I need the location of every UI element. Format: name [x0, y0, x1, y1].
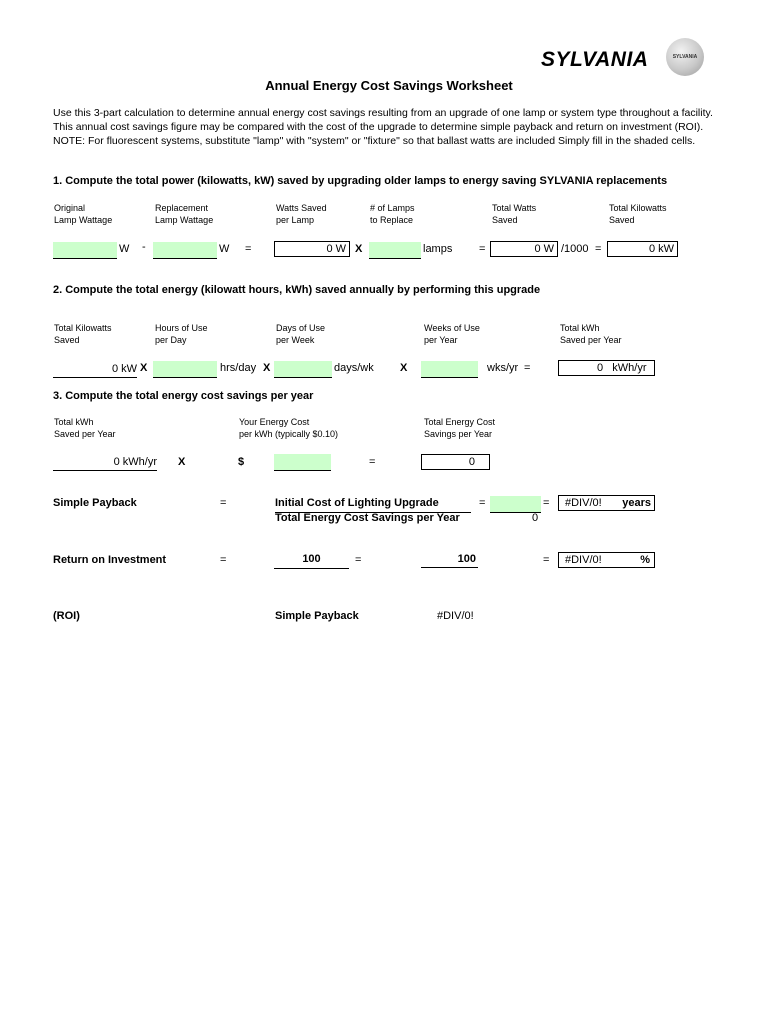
footer-payback-value: #DIV/0!	[437, 610, 474, 622]
upgrade-cost-input[interactable]	[490, 496, 541, 513]
equals-sign: =	[220, 497, 227, 509]
bulb-logo-text: SYLVANIA	[672, 54, 698, 60]
total-watts-cell: 0 W	[490, 241, 558, 257]
label-total-watts: Total Watts Saved	[492, 203, 537, 225]
label-watts-saved: Watts Saved per Lamp	[276, 203, 327, 225]
payback-numerator-label: Initial Cost of Lighting Upgrade	[275, 497, 471, 513]
multiply-sign: X	[178, 456, 186, 468]
label-total-kwh-saved: Total kWh Saved per Year	[54, 417, 116, 439]
unit-w-replacement: W	[219, 243, 230, 255]
total-kw-cell: 0 kW	[607, 241, 678, 257]
energy-cost-input[interactable]	[274, 454, 331, 471]
kwh-saved-value: 0 kWh/yr	[53, 454, 157, 471]
equals-sign: =	[479, 497, 486, 509]
unit-w-original: W	[119, 243, 130, 255]
percent-unit: %	[640, 554, 650, 566]
simple-payback-label: Simple Payback	[53, 497, 137, 509]
section2-heading: 2. Compute the total energy (kilowatt hours, kWh) saved annually by performing this upgrade	[53, 284, 541, 296]
years-unit: years	[622, 497, 651, 509]
payback-denominator-value: 0	[532, 512, 539, 524]
total-kwh-value: 0	[597, 362, 604, 374]
multiply-sign: X	[355, 243, 363, 255]
footer-payback-label: Simple Payback	[275, 610, 359, 622]
label-total-kw: Total Kilowatts Saved	[609, 203, 667, 225]
payback-result-value: #DIV/0!	[565, 497, 602, 509]
equals-sign: =	[524, 362, 531, 374]
minus-sign: -	[142, 241, 146, 253]
label-hours-of-use: Hours of Use per Day	[155, 323, 208, 345]
multiply-sign: X	[263, 362, 271, 374]
equals-sign: =	[595, 243, 602, 255]
equals-sign: =	[220, 554, 227, 566]
label-weeks-of-use: Weeks of Use per Year	[424, 323, 480, 345]
intro-paragraph: Use this 3-part calculation to determine annual energy cost savings resulting from an upgrade of one lamp or system type throughout a facility. This annual cost savings figure may be compared with the cost of the upgrade to determine simple payback and return on investment (ROI). NOTE: For fluorescent systems, substitute "lamp" with "system" or "fixture" so that ballast watts are included Simply fill in the shaded cells.	[53, 107, 713, 147]
lamps-unit: lamps	[423, 243, 453, 255]
roi-value-1: 100	[274, 553, 349, 569]
section3-heading: 3. Compute the total energy cost savings per year	[53, 390, 314, 402]
hours-per-day-input[interactable]	[153, 361, 217, 378]
wks-yr-unit: wks/yr	[487, 362, 519, 374]
payback-denominator-label: Total Energy Cost Savings per Year	[275, 512, 460, 524]
kwh-yr-unit: kWh/yr	[612, 362, 647, 374]
sylvania-logo-text: SYLVANIA	[541, 48, 649, 71]
weeks-per-year-input[interactable]	[421, 361, 478, 378]
original-wattage-input[interactable]	[53, 242, 117, 259]
hrs-day-unit: hrs/day	[220, 362, 257, 374]
label-days-of-use: Days of Use per Week	[276, 323, 326, 345]
label-total-energy-cost: Total Energy Cost Savings per Year	[424, 417, 496, 439]
label-num-lamps: # of Lamps to Replace	[370, 203, 415, 225]
page-title: Annual Energy Cost Savings Worksheet	[265, 78, 513, 93]
watts-saved-cell: 0 W	[274, 241, 350, 257]
dollar-sign: $	[238, 456, 245, 468]
equals-sign: =	[245, 243, 252, 255]
equals-sign: =	[369, 456, 376, 468]
total-kwh-cell	[558, 360, 655, 376]
total-kw-value: 0 kW	[53, 361, 137, 378]
num-lamps-input[interactable]	[369, 242, 421, 259]
label-replacement-wattage: Replacement Lamp Wattage	[155, 203, 214, 225]
multiply-sign: X	[140, 362, 148, 374]
section1-heading: 1. Compute the total power (kilowatts, kW) saved by upgrading older lamps to energy saving SYLVANIA replacements	[53, 175, 668, 187]
equals-sign: =	[543, 497, 550, 509]
roi-result-value: #DIV/0!	[565, 554, 602, 566]
label-energy-cost: Your Energy Cost per kWh (typically $0.10)	[239, 417, 339, 439]
equals-sign: =	[479, 243, 486, 255]
multiply-sign: X	[400, 362, 408, 374]
equals-sign: =	[355, 554, 362, 566]
cost-savings-cell: 0	[421, 454, 490, 470]
roi-value-2: 100	[421, 553, 478, 568]
days-wk-unit: days/wk	[334, 362, 374, 374]
label-total-kilowatts: Total Kilowatts Saved	[54, 323, 112, 345]
label-total-kwh: Total kWh Saved per Year	[560, 323, 622, 345]
roi-result-cell	[558, 552, 655, 568]
label-original-wattage: Original Lamp Wattage	[54, 203, 113, 225]
equals-sign: =	[543, 554, 550, 566]
roi-label: Return on Investment	[53, 554, 167, 566]
divide-1000-label: /1000	[561, 243, 589, 255]
roi-abbrev-label: (ROI)	[53, 610, 80, 622]
replacement-wattage-input[interactable]	[153, 242, 217, 259]
days-per-week-input[interactable]	[274, 361, 332, 378]
payback-result-cell	[558, 495, 655, 511]
